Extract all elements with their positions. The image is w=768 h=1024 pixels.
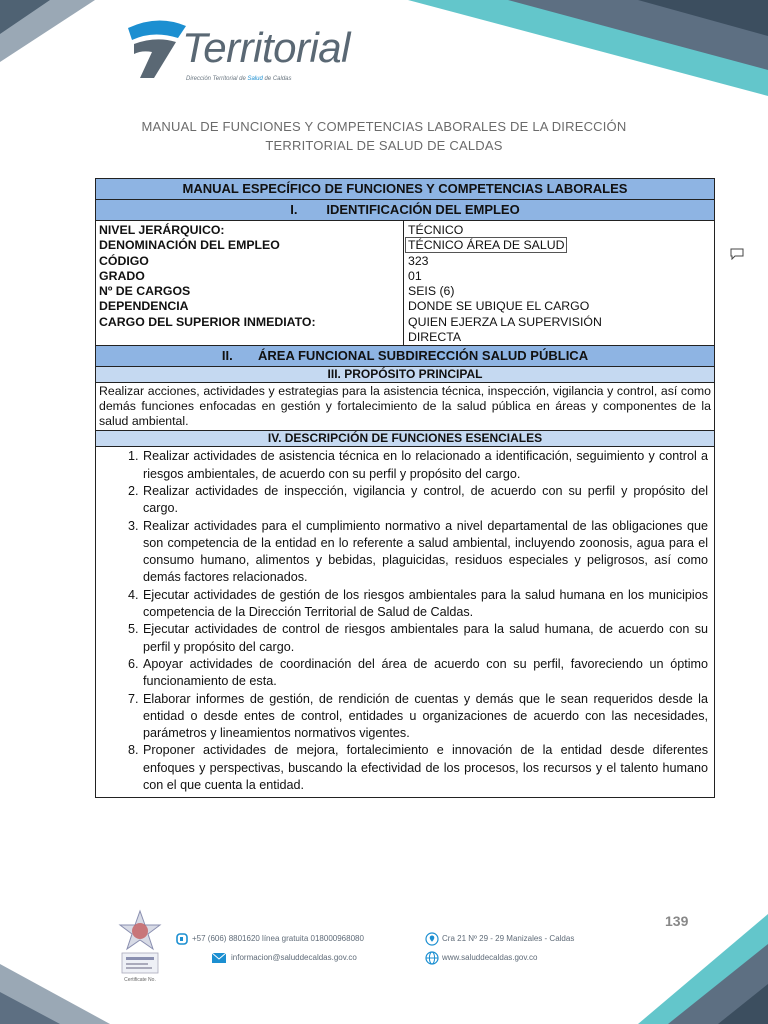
logo-wordmark: Territorial xyxy=(182,24,350,71)
document-title-line-2: TERRITORIAL DE SALUD DE CALDAS xyxy=(265,138,503,153)
value-dependencia: DONDE SE UBIQUE EL CARGO xyxy=(408,299,590,314)
function-item-8: 8. Proponer actividades de mejora, fortalecimiento e innovación de la entidad desde diferentes enfoques y perspectivas, buscando la efectividad de los procesos, los recursos y el talento humano con el que cuenta la entidad. xyxy=(142,742,708,794)
section-funciones-header: IV. DESCRIPCIÓN DE FUNCIONES ESENCIALES xyxy=(95,430,715,446)
logo-mark-icon xyxy=(118,18,188,82)
footer-phone: +57 (606) 8801620 línea gratuita 018000968080 xyxy=(192,934,364,943)
value-grado: 01 xyxy=(408,268,422,283)
label-nivel-jerarquico: NIVEL JERÁRQUICO: xyxy=(99,223,225,237)
section-identificacion-header: I. IDENTIFICACIÓN DEL EMPLEO xyxy=(95,199,715,220)
phone-icon xyxy=(176,933,188,945)
footer-address: Cra 21 Nº 29 - 29 Manizales - Caldas xyxy=(442,934,575,943)
label-cargo-superior: CARGO DEL SUPERIOR INMEDIATO: xyxy=(99,314,316,329)
identification-values xyxy=(404,221,714,345)
function-item-1: 1. Realizar actividades de asistencia técnica en lo relacionado a identificación, seguimiento y control a riesgos ambientales, de acuerdo con su perfil y propósito del cargo. xyxy=(142,448,708,483)
function-item-7: 7. Elaborar informes de gestión, de rendición de cuentas y demás que le sean requeridos desde la entidad o desde entes de control, entidades u organizaciones de acuerdo con las necesidades, parámetros y lineamientos normativos vigentes. xyxy=(142,691,708,743)
footer-website[interactable]: www.saluddecaldas.gov.co xyxy=(442,953,538,962)
table-main-header: MANUAL ESPECÍFICO DE FUNCIONES Y COMPETENCIAS LABORALES xyxy=(95,178,715,199)
label-codigo: CÓDIGO xyxy=(99,253,149,268)
functions-manual-table xyxy=(95,178,715,798)
section-area-funcional-header: II. ÁREA FUNCIONAL SUBDIRECCIÓN SALUD PÚBLICA xyxy=(95,345,715,366)
email-icon xyxy=(212,953,226,963)
value-cargo-superior-line-2: DIRECTA xyxy=(408,330,462,345)
page-number: 139 xyxy=(665,913,689,929)
corner-decoration-top-right xyxy=(388,0,768,100)
identification-labels xyxy=(96,221,404,345)
value-codigo: 323 xyxy=(408,253,429,268)
value-cargo-superior-line-1: QUIEN EJERZA LA SUPERVISIÓN xyxy=(408,314,602,329)
document-title-line-1: MANUAL DE FUNCIONES Y COMPETENCIAS LABORALES DE LA DIRECCIÓN xyxy=(141,119,627,134)
function-item-3: 3. Realizar actividades para el cumplimiento normativo a nivel departamental de las obligaciones que son competencia de la entidad en lo referente a salud ambiental, incluyendo zoonosis, agua para el consumo humano, alimentos y bebidas, plaguicidas, residuos especiales y peligrosos, así como demás factores relacionados. xyxy=(142,518,708,587)
function-item-5: 5. Ejecutar actividades de control de riesgos ambientales para la salud humana, de acuerdo con su perfil y propósito del cargo. xyxy=(142,621,708,656)
value-numero-cargos: SEIS (6) xyxy=(408,284,455,299)
corner-decoration-top-left xyxy=(0,0,120,90)
identification-grid xyxy=(95,220,715,345)
function-item-6: 6. Apoyar actividades de coordinación del área de acuerdo con su perfil, favoreciendo un óptimo funcionamiento de esta. xyxy=(142,656,708,691)
location-icon xyxy=(425,932,439,946)
function-item-2: 2. Realizar actividades de inspección, vigilancia y control, de acuerdo con su perfil y propósito del cargo. xyxy=(142,483,708,518)
logo-subtitle: Dirección Territorial de Salud de Caldas xyxy=(186,76,292,82)
label-numero-cargos: Nº DE CARGOS xyxy=(99,284,191,299)
proposito-text: Realizar acciones, actividades y estrategias para la asistencia técnica, inspección, vigilancia y control, así como demás funciones enfocadas en gestión y fortalecimiento de la salud pública en áreas y componentes de la salud ambiental. xyxy=(95,382,715,430)
comment-icon[interactable] xyxy=(730,248,744,260)
footer-email[interactable]: informacion@saluddecaldas.gov.co xyxy=(231,953,357,962)
label-grado: GRADO xyxy=(99,268,145,283)
territorial-logo xyxy=(118,18,358,88)
label-denominacion: DENOMINACIÓN DEL EMPLEO xyxy=(99,238,280,253)
certification-seal-icon xyxy=(118,909,162,975)
functions-list xyxy=(96,448,708,794)
globe-icon xyxy=(425,951,439,965)
section-proposito-header: III. PROPÓSITO PRINCIPAL xyxy=(95,366,715,382)
functions-list-container xyxy=(95,446,715,798)
value-denominacion[interactable]: TÉCNICO ÁREA DE SALUD xyxy=(405,237,567,253)
certificate-label: Certificate No. xyxy=(124,977,156,983)
label-dependencia: DEPENDENCIA xyxy=(99,299,189,314)
function-item-4: 4. Ejecutar actividades de gestión de los riesgos ambientales para la salud humana en los municipios competencia de la Dirección Territorial de Salud de Caldas. xyxy=(142,587,708,622)
value-nivel-jerarquico: TÉCNICO xyxy=(408,223,464,237)
page-footer xyxy=(0,905,768,1015)
